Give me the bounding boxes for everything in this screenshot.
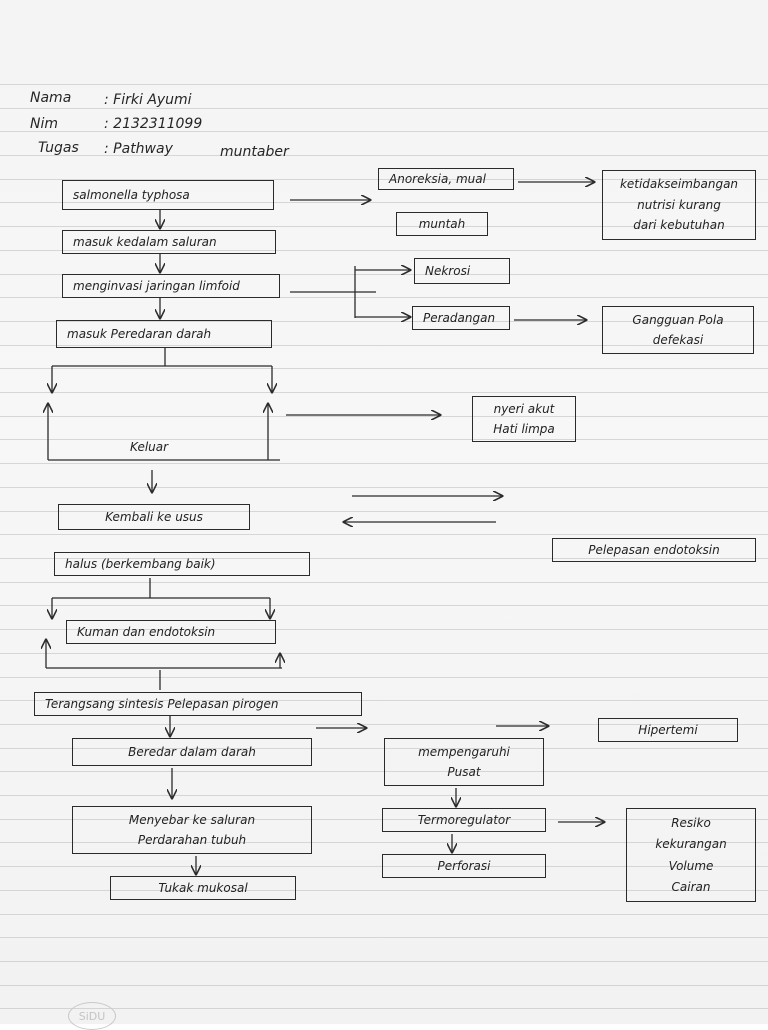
node-mempengaruhi-line2: Pusat [447,764,481,779]
node-nyeri [472,396,576,442]
node-perforasi: Perforasi [382,854,546,878]
diagnosis-nutrisi-line1: ketidakseimbangan [619,177,739,192]
diagnosis-defekasi-line1: Gangguan Pola [632,312,724,327]
node-keluar: Keluar [130,440,169,454]
node-muntah: muntah [396,212,488,236]
node-hipertemi: Hipertemi [598,718,738,742]
node-menyebar [72,806,312,854]
node-menyebar-line2: Perdarahan tubuh [137,832,247,847]
diagnosis-defekasi [602,306,754,354]
node-peradangan: Peradangan [412,306,510,330]
node-menyebar-line1: Menyebar ke saluran [128,812,256,827]
node-tukak: Tukak mukosal [110,876,296,900]
nim-value: : 2132311099 [104,116,203,132]
diagnosis-cairan-line3: Volume [668,858,714,873]
node-salmonella: salmonella typhosa [62,180,274,210]
nama-value: : Firki Ayumi [104,92,192,108]
node-nyeri-line1: nyeri akut [493,402,555,417]
tugas-label: Tugas [38,140,79,156]
diagnosis-cairan-line1: Resiko [671,816,711,831]
diagnosis-nutrisi-line2: nutrisi kurang [637,197,721,212]
node-masuk-saluran: masuk kedalam saluran [62,230,276,254]
node-termoregulator: Termoregulator [382,808,546,832]
node-terangsang: Terangsang sintesis Pelepasan pirogen [34,692,362,716]
diagnosis-cairan-line4: Cairan [671,879,711,894]
node-menginvasi: menginvasi jaringan limfoid [62,274,280,298]
node-nekrosi: Nekrosi [414,258,510,284]
nama-label: Nama [30,90,72,106]
node-mempengaruhi [384,738,544,786]
node-mempengaruhi-line1: mempengaruhi [418,744,510,759]
node-pelepasan-endotoksin: Pelepasan endotoksin [552,538,756,562]
node-kuman: Kuman dan endotoksin [66,620,276,644]
diagnosis-cairan [626,808,756,902]
node-kembali-usus: Kembali ke usus [58,504,250,530]
node-anoreksia: Anoreksia, mual [378,168,514,190]
diagnosis-nutrisi [602,170,756,240]
diagnosis-cairan-line2: kekurangan [655,837,727,852]
node-beredar: Beredar dalam darah [72,738,312,766]
topic: muntaber [220,144,289,160]
diagnosis-defekasi-line2: defekasi [652,332,704,347]
tugas-value: : Pathway [104,141,173,157]
watermark-logo: SiDU [68,1002,116,1030]
diagnosis-nutrisi-line3: dari kebutuhan [633,218,725,233]
node-halus: halus (berkembang baik) [54,552,310,576]
node-nyeri-line2: Hati limpa [493,421,555,436]
node-masuk-peredaran: masuk Peredaran darah [56,320,272,348]
nim-label: Nim [30,116,58,132]
